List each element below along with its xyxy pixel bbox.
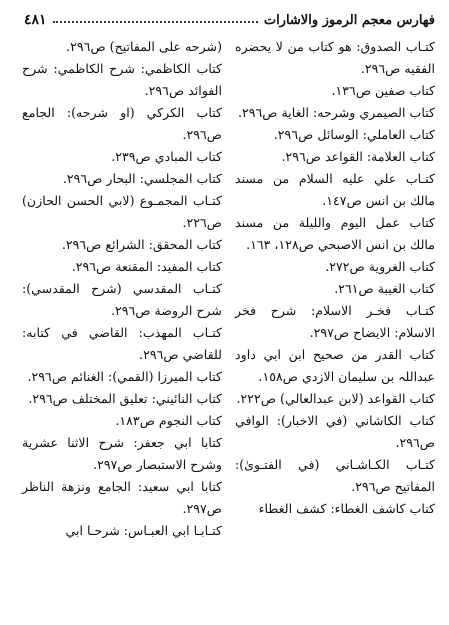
- index-entry: كتاب الكركي (او شرحه): الجامع ص٢٩٦.: [22, 105, 222, 142]
- index-entry: كتاب المحقق: الشرائع ص٢٩٦.: [61, 237, 222, 252]
- index-entry: كتاب الكاظمي: شرح الكاظمي: شرح الفوائد ص٢٩٦.: [22, 61, 222, 98]
- page-header: [24, 6, 435, 28]
- index-entry: كتـاب الصدوق: هو كتاب من لا يحضره الفقيه ص٢٩٦.: [235, 39, 435, 76]
- index-entry: كتابا ابي سعيد: الجامع ونزهة الناظر ص٢٩٧.: [22, 479, 222, 516]
- index-entry: كتاب الكاشاني (في الاخبار): الوافي ص٢٩٦.: [235, 413, 435, 450]
- index-entry: كتاب المفيد: المقنعة ص٢٩٦.: [71, 259, 222, 274]
- index-entry: كتـاب فخـر الاسلام: شرح فخر الاسلام: الايضاح ص٢٩٧.: [235, 303, 435, 340]
- index-entry: كتاب عمل اليوم والليلة من مسند مالك بن انس الاصبحي ص١٢٨، ١٦٣.: [235, 215, 435, 252]
- index-entry: كتـاب المهذب: القاضي في كتابه: للقاضي ص٢٩٦.: [22, 325, 222, 362]
- index-entry: كتاب العاملي: الوسائل ص٢٩٦.: [273, 127, 435, 142]
- index-entry: (شرحه على المفاتيح) ص٢٩٦.: [66, 39, 222, 54]
- index-entry: كتاب صفين ص١٣٦.: [331, 83, 435, 98]
- running-title: فهارس معجم الرموز والاشارات: [263, 13, 435, 28]
- index-entry: كتاب القواعد (لابن عبدالعالي) ص٢٢٢.: [236, 391, 435, 406]
- index-entry: كتاب المبادي ص٢٣٩.: [111, 149, 222, 164]
- page-number: ٤٨١: [24, 12, 47, 28]
- index-entry: كتاب الغيبة ص٢٦١.: [334, 281, 435, 296]
- index-entry: كتاب القدر من صحيح ابن ابي داود عبداللہ بن سليمان الازدي ص١٥٨.: [235, 347, 435, 384]
- index-entry: كتاب النائيني: تعليق المختلف ص٢٩٦.: [28, 391, 222, 406]
- index-entry: كتاب كاشف الغطاء: كشف الغطاء: [258, 501, 435, 516]
- index-column-left: [22, 36, 222, 542]
- index-column-right: [235, 36, 435, 520]
- index-entry: كتابا ابي جعفر: شرح الاثنا عشرية وشرح الاستبصار ص٢٩٧.: [22, 435, 222, 472]
- index-entry: كتـاب المقدسي (شرح المقدسي): شرح الروضة ص٢٩٦.: [22, 281, 222, 318]
- index-entry: كتـاب المجمـوع (لابي الحسن الحازن) ص٢٢٦.: [22, 193, 222, 230]
- index-entry: كتاب المجلسي: البحار ص٢٩٦.: [62, 171, 222, 186]
- header-dot-leader: [53, 21, 258, 23]
- index-entry: كتاب الميرزا (القمي): الغنائم ص٢٩٦.: [27, 369, 222, 384]
- index-entry: كتـابـا ابي العبـاس: شرحـا ابي: [65, 523, 222, 538]
- index-entry: كتـاب الكـاشـاني (في الفتـوىٰ): المفاتيح ص٢٩٦.: [235, 457, 435, 494]
- index-entry: كتاب النجوم ص١٨٣.: [115, 413, 222, 428]
- index-entry: كتاب العلامة: القواعد ص٢٩٦.: [281, 149, 435, 164]
- index-entry: كتاب الغروية ص٢٧٢.: [325, 259, 435, 274]
- index-entry: كتاب الصيمري وشرحه: الغاية ص٢٩٦.: [237, 105, 435, 120]
- index-entry: كتـاب علي عليه السلام من مسند مالك بن انس ص١٤٧.: [235, 171, 435, 208]
